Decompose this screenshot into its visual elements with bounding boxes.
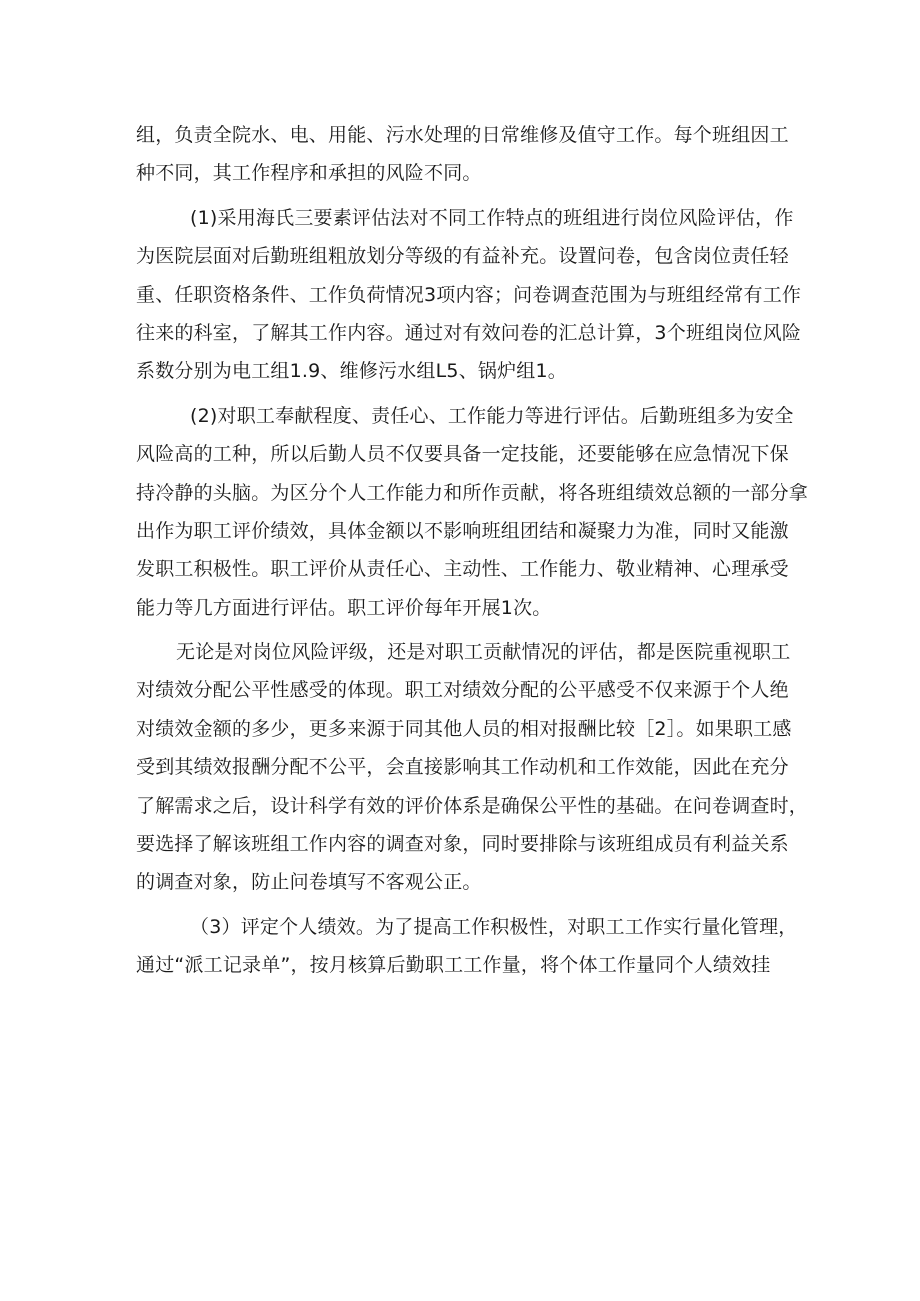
text-line: 重、任职资格条件、工作负荷情况3项内容；问卷调查范围为与班组经常有工作: [136, 283, 802, 306]
document-page: [136, 116, 826, 991]
text-line: 无论是对岗位风险评级，还是对职工贡献情况的评估，都是医院重视职工: [176, 641, 791, 664]
text-line: 受到其绩效报酬分配不公平，会直接影响其工作动机和工作效能，因此在充分: [136, 756, 789, 779]
text-line: 的调查对象，防止问卷填写不客观公正。: [136, 871, 482, 894]
text-line: 通过“派工记录单”，按月核算后勤职工工作量，将个体工作量同个人绩效挂: [136, 954, 771, 977]
text-line: 种不同，其工作程序和承担的风险不同。: [136, 162, 482, 185]
text-line: 对绩效金额的多少，更多来源于同其他人员的相对报酬比较［2］。如果职工感: [136, 717, 792, 740]
paragraph-fairness: [136, 633, 826, 902]
text-line: 出作为职工评价绩效，具体金额以不影响班组团结和凝聚力为准，同时又能激: [136, 519, 789, 542]
paragraph-staff-evaluation: [136, 397, 826, 627]
text-line: 能力等几方面进行评估。职工评价每年开展1次。: [136, 596, 552, 619]
text-line: (1)采用海氏三要素评估法对不同工作特点的班组进行岗位风险评估，作: [190, 206, 794, 229]
text-line: 风险高的工种，所以后勤人员不仅要具备一定技能，还要能够在应急情况下保: [136, 443, 789, 466]
text-line: 往来的科室，了解其工作内容。通过对有效问卷的汇总计算，3个班组岗位风险: [136, 321, 802, 344]
text-line: 为医院层面对后勤班组粗放划分等级的有益补充。设置问卷，包含岗位责任轻: [136, 245, 789, 268]
text-line: 组，负责全院水、电、用能、污水处理的日常维修及值守工作。每个班组因工: [136, 124, 789, 146]
text-line: 发职工积极性。职工评价从责任心、主动性、工作能力、敬业精神、心理承受: [136, 558, 789, 581]
paragraph-risk-assessment: [136, 199, 826, 391]
text-line: (2)对职工奉献程度、责任心、工作能力等进行评估。后勤班组多为安全: [190, 404, 794, 427]
text-line: （3）评定个人绩效。为了提高工作积极性，对职工工作实行量化管理，: [190, 915, 798, 938]
text-line: 对绩效分配公平性感受的体现。职工对绩效分配的公平感受不仅来源于个人绝: [136, 679, 789, 702]
text-line: 了解需求之后，设计科学有效的评价体系是确保公平性的基础。在问卷调查时，: [136, 794, 809, 817]
paragraph-continuation: [136, 116, 826, 193]
text-line: 系数分别为电工组1.9、维修污水组L5、锅炉组1。: [136, 360, 567, 383]
text-line: 要选择了解该班组工作内容的调查对象，同时要排除与该班组成员有利益关系: [136, 833, 789, 856]
paragraph-individual-performance: [136, 908, 826, 985]
text-line: 持冷静的头脑。为区分个人工作能力和所作贡献，将各班组绩效总额的一部分拿: [136, 481, 809, 504]
